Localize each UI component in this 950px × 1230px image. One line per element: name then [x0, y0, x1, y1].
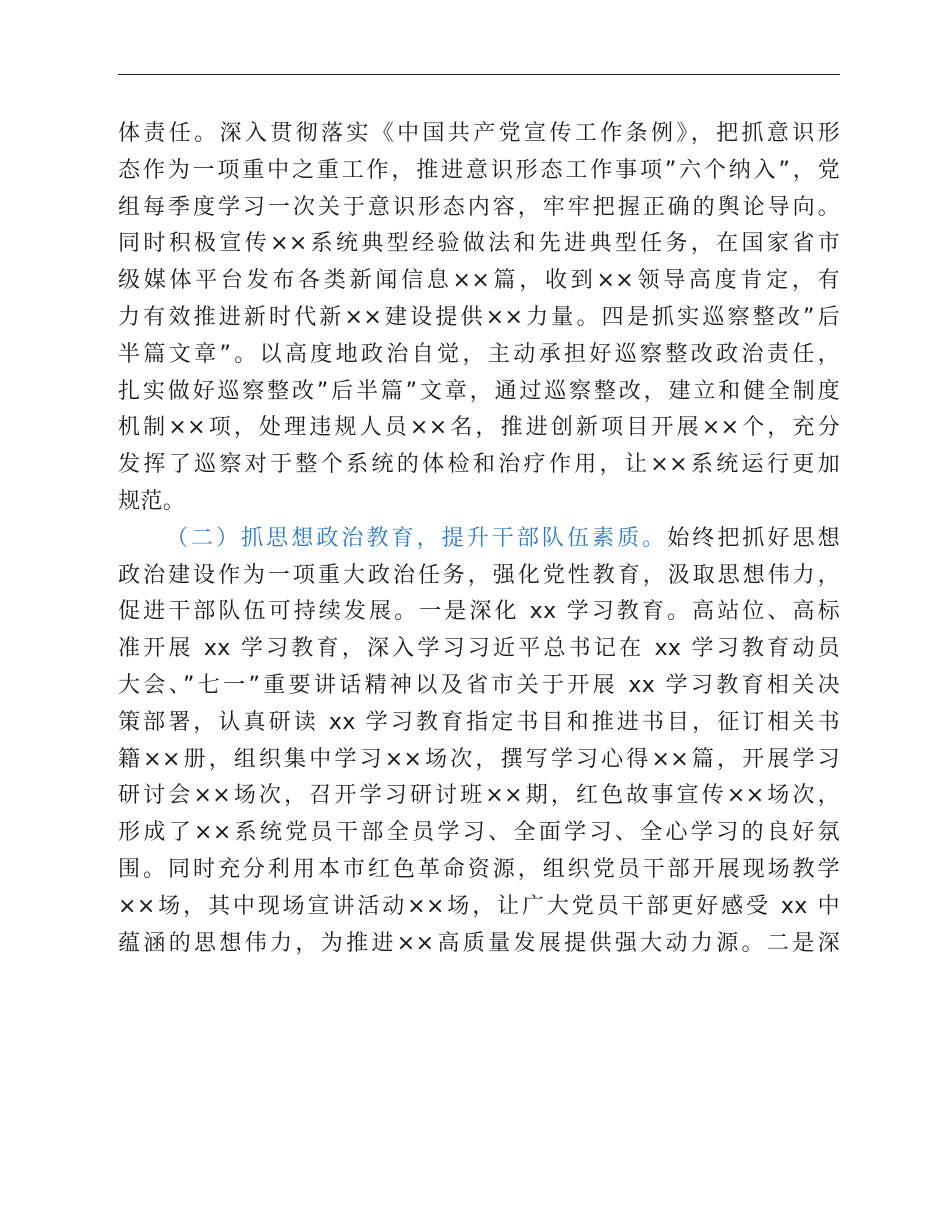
text-line: 组每季度学习一次关于意识形态内容，牢牢把握正确的舆论导向。	[118, 194, 840, 220]
text-line: 态作为一项重中之重工作，推进意识形态工作事项”六个纳入”，党	[118, 157, 840, 183]
text-line: 蕴涵的思想伟力，为推进××高质量发展提供强大动力源。二是深	[118, 930, 840, 956]
text-line: 籍××册，组织集中学习××场次，撰写学习心得××篇，开展学习	[118, 746, 840, 772]
text-line: 政治建设作为一项重大政治任务，强化党性教育，汲取思想伟力，	[118, 562, 840, 588]
section-heading-line	[118, 521, 840, 558]
section-heading: （二）抓思想政治教育，提升干部队伍素质。	[166, 525, 668, 551]
text-line: 半篇文章”。以高度地政治自觉，主动承担好巡察整改政治责任，	[118, 341, 840, 367]
section-heading-continuation: 始终把抓好思想	[667, 525, 840, 551]
text-line: 力有效推进新时代新××建设提供××力量。四是抓实巡察整改”后	[118, 304, 840, 330]
text-line: 大会、”七一”重要讲话精神以及省市关于开展 xx 学习教育相关决	[118, 672, 840, 698]
text-line: 体责任。深入贯彻落实《中国共产党宣传工作条例》，把抓意识形	[118, 121, 840, 146]
text-line: 准开展 xx 学习教育，深入学习习近平总书记在 xx 学习教育动员	[118, 636, 840, 662]
header-rule	[118, 74, 840, 75]
text-line: 策部署，认真研读 xx 学习教育指定书目和推进书目，征订相关书	[118, 709, 840, 735]
text-line: 研讨会××场次，召开学习研讨班××期，红色故事宣传××场次，	[118, 783, 840, 809]
text-line: 同时积极宣传××系统典型经验做法和先进典型任务，在国家省市	[118, 231, 840, 257]
text-line: 级媒体平台发布各类新闻信息××篇，收到××领导高度肯定，有	[118, 268, 840, 294]
text-line: ××场，其中现场宣讲活动××场，让广大党员干部更好感受 xx 中	[118, 893, 840, 919]
text-line: 促进干部队伍可持续发展。一是深化 xx 学习教育。高站位、高标	[118, 599, 840, 625]
text-line: 扎实做好巡察整改”后半篇”文章，通过巡察整改，建立和健全制度	[118, 378, 840, 404]
text-line: 形成了××系统党员干部全员学习、全面学习、全心学习的良好氛	[118, 820, 840, 846]
text-line: 机制××项，处理违规人员××名，推进创新项目开展××个，充分	[118, 415, 840, 441]
text-line: 规范。	[118, 488, 186, 514]
text-line: 发挥了巡察对于整个系统的体检和治疗作用，让××系统运行更加	[118, 452, 840, 478]
document-body	[118, 116, 840, 962]
text-line: 围。同时充分利用本市红色革命资源，组织党员干部开展现场教学	[118, 856, 840, 882]
